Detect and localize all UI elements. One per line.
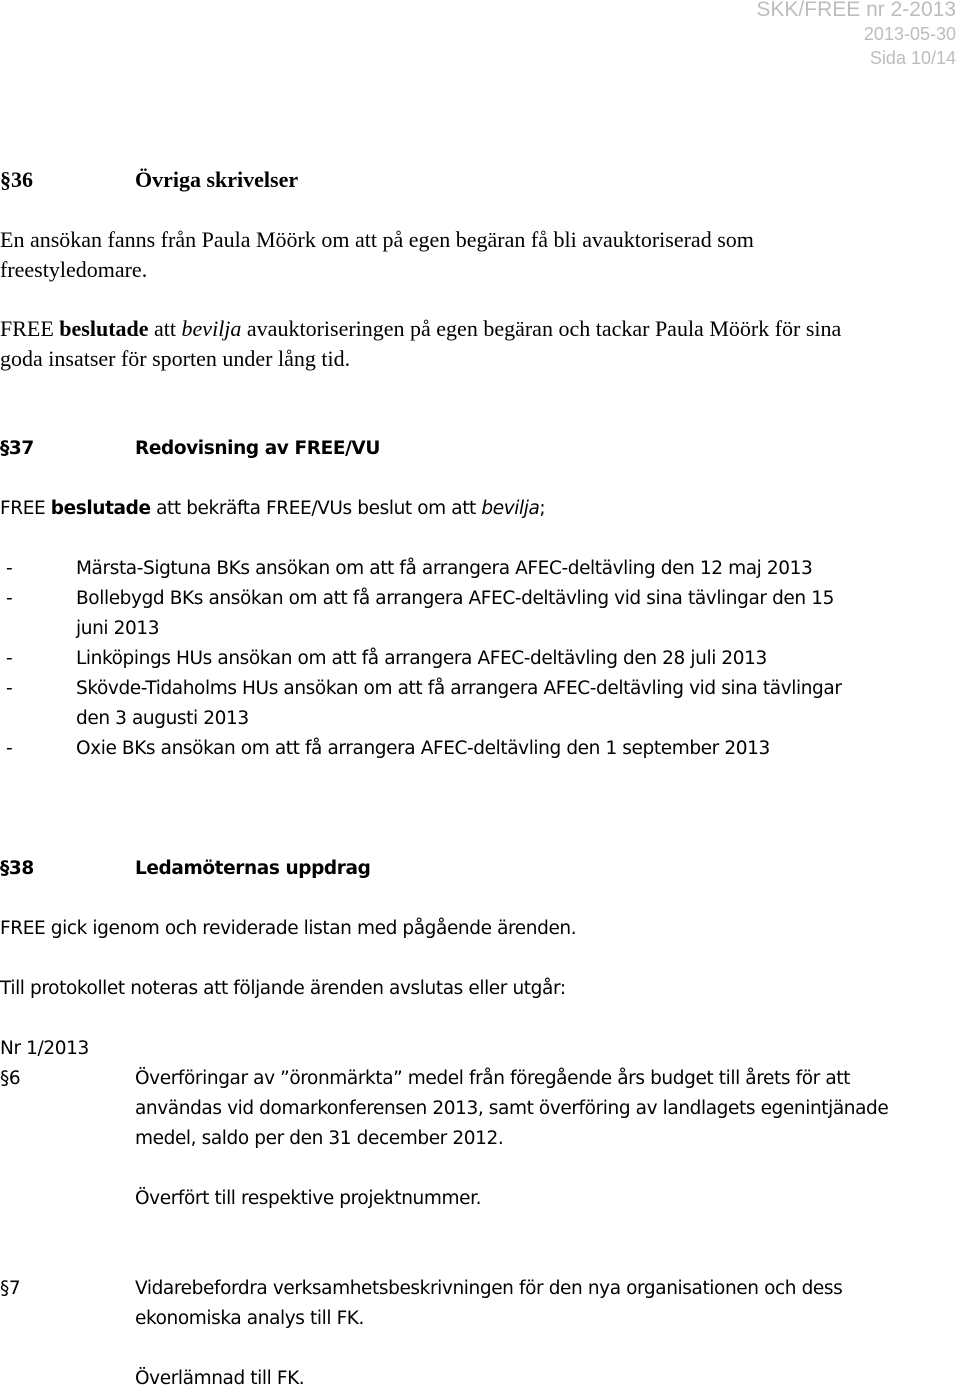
list-item-text: Oxie BKs ansökan om att få arrangera AFEC-deltävling den 1 september 2013 [76, 738, 770, 759]
case-item-note [0, 1184, 900, 1214]
text-run: FREE [0, 316, 60, 341]
text-run: avauktoriseringen på egen begäran och tackar Paula Möörk för sina goda insatser för sporten under lång tid. [0, 316, 842, 371]
bullet-dash: - [6, 678, 13, 699]
section-38-paragraph-1: FREE gick igenom och reviderade listan med pågående ärenden. [0, 918, 577, 939]
text-run: att [148, 316, 182, 341]
section-36-paragraph-2 [0, 314, 880, 374]
section-37-heading [0, 434, 900, 464]
list-item [0, 674, 854, 734]
section-37-title: Redovisning av FREE/VU [135, 438, 380, 459]
section-36-heading [0, 165, 900, 195]
case-item-note-text: Överfört till respektive projektnummer. [135, 1188, 482, 1209]
header-date: 2013-05-30 [863, 24, 956, 44]
decision-keyword: beslutade [59, 316, 149, 341]
list-item [0, 584, 854, 644]
list-item [0, 734, 896, 764]
case-item-text: Vidarebefordra verksamhetsbeskrivningen för den nya organisationen och dess ekonomiska analys till FK. [135, 1278, 843, 1329]
section-36-paragraph-1: En ansökan fanns från Paula Möörk om att på egen begäran få bli avauktoriserad som freestyledomare. [0, 227, 754, 282]
section-38-paragraph-2: Till protokollet noteras att följande ärenden avslutas eller utgår: [0, 978, 566, 999]
list-item-text: Skövde-Tidaholms HUs ansökan om att få arrangera AFEC-deltävling vid sina tävlingar den 3 augusti 2013 [76, 678, 842, 729]
case-item-number: §6 [0, 1068, 21, 1089]
bullet-dash: - [6, 558, 13, 579]
case-item-number: §7 [0, 1278, 21, 1299]
bullet-dash: - [6, 738, 13, 759]
case-item [0, 1274, 900, 1334]
decision-verb: bevilja [481, 498, 540, 519]
section-38-number: §38 [0, 858, 34, 879]
case-number: Nr 1/2013 [0, 1038, 89, 1059]
list-item-text: Bollebygd BKs ansökan om att få arrangera AFEC-deltävling vid sina tävlingar den 15 juni 2013 [76, 588, 834, 639]
bullet-dash: - [6, 588, 13, 609]
text-run: att bekräfta FREE/VUs beslut om att [150, 498, 482, 519]
list-item [0, 554, 854, 584]
text-run: FREE [0, 498, 51, 519]
section-36-number: §36 [0, 167, 33, 192]
decision-verb: bevilja [181, 316, 242, 341]
header-page-number: Sida 10/14 [869, 48, 956, 68]
case-item-note-text: Överlämnad till FK. [135, 1368, 305, 1389]
section-37-intro [0, 494, 900, 524]
list-item-text: Linköpings HUs ansökan om att få arrangera AFEC-deltävling den 28 juli 2013 [76, 648, 767, 669]
section-38-heading [0, 854, 900, 884]
list-item [0, 644, 876, 674]
section-38-title: Ledamöternas uppdrag [135, 858, 371, 879]
case-item-text: Överföringar av ”öronmärkta” medel från föregående års budget till årets för att användas vid domarkonferensen 2013, samt överföring av landlagets egenintjänade medel, saldo per den 31 december 2012. [135, 1068, 889, 1149]
list-item-text: Märsta-Sigtuna BKs ansökan om att få arrangera AFEC-deltävling den 12 maj 2013 [76, 558, 813, 579]
text-run: ; [539, 498, 546, 519]
bullet-dash: - [6, 648, 13, 669]
header-doc-ref: SKK/FREE nr 2-2013 [756, 0, 956, 21]
case-item-note [0, 1364, 900, 1389]
case-item [0, 1064, 900, 1154]
decision-keyword: beslutade [50, 498, 151, 519]
section-36-title: Övriga skrivelser [135, 167, 299, 192]
section-37-bullet-list [0, 554, 900, 764]
section-37-number: §37 [0, 438, 34, 459]
